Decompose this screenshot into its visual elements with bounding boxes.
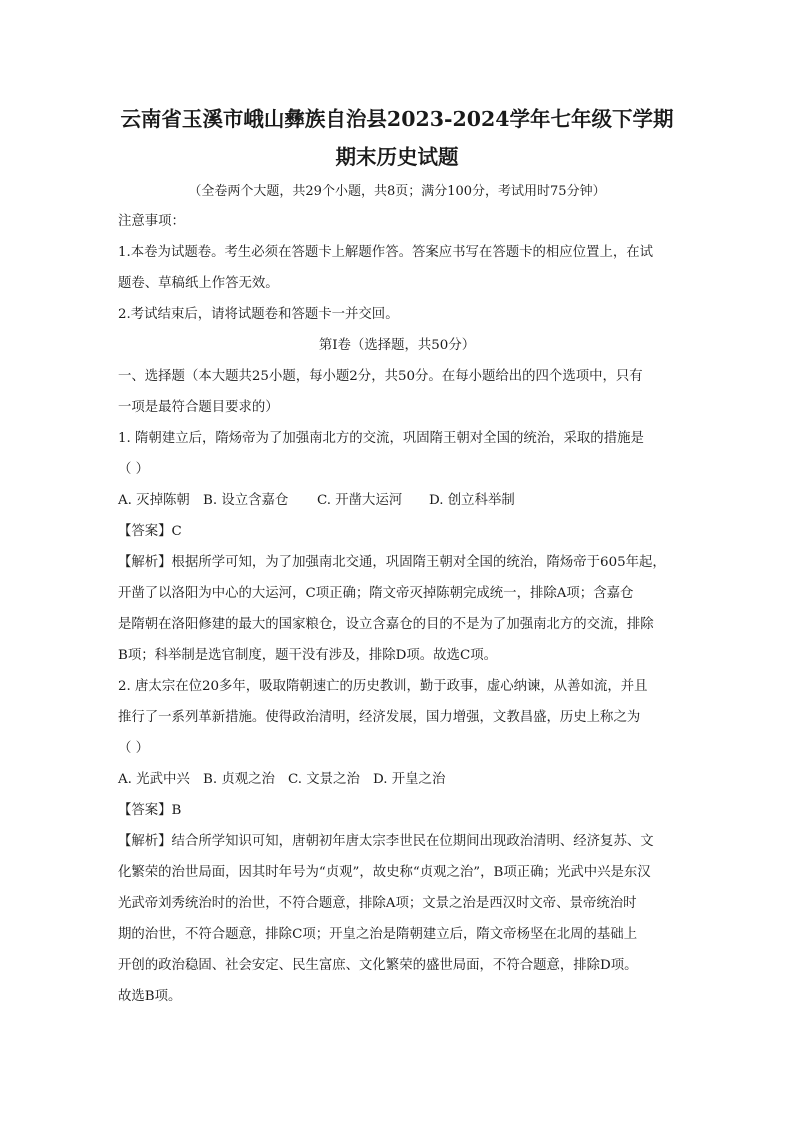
analysis-line: 期的治世，不符合题意，排除C项；开皇之治是隋朝建立后，隋文帝杨坚在北周的基础上	[118, 927, 638, 942]
exam-info: （全卷两个大题，共29个小题，共8页；满分100分，考试用时75分钟）	[188, 184, 606, 199]
question-options	[118, 764, 676, 795]
analysis-line: 开凿了以洛阳为中心的大运河，C项正确；隋文帝灭掉陈朝完成统一，排除A项；含嘉仓	[118, 586, 634, 601]
analysis-line: B项；科举制是选官制度，题干没有涉及，排除D项。故选C项。	[118, 648, 497, 663]
answer-label: 【答案】C	[118, 524, 182, 539]
option-d: D. 开皇之治	[373, 772, 446, 787]
option-a: A. 灭掉陈朝	[118, 493, 190, 508]
analysis-line: 【解析】根据所学可知，为了加强南北交通，巩固隋王朝对全国的统治，隋炀帝于605年起，	[118, 555, 666, 570]
analysis-line: 故选B项。	[118, 989, 182, 1004]
option-a: A. 光武中兴	[118, 772, 190, 787]
option-b: B. 贞观之治	[203, 772, 275, 787]
option-c: C. 开凿大运河	[317, 493, 403, 508]
title-line-1: 云南省玉溪市峨山彝族自治县2023-2024学年七年级下学期	[120, 107, 674, 131]
question-answer-blank: （ ）	[118, 462, 150, 477]
exam-page	[118, 100, 676, 1012]
notice-item-1-line-2: 题卷、草稿纸上作答无效。	[118, 276, 279, 291]
question-answer-blank: （ ）	[118, 741, 150, 756]
question-stem-line: 2. 唐太宗在位20多年，吸取隋朝速亡的历史教训，勤于政事，虚心纳谏，从善如流，并且	[118, 679, 648, 694]
question-2	[118, 671, 676, 1012]
section-intro-line-1: 一、选择题（本大题共25小题，每小题2分，共50分。在每小题给出的四个选项中，只有	[118, 369, 643, 384]
option-c: C. 文景之治	[288, 772, 360, 787]
option-d: D. 创立科举制	[429, 493, 515, 508]
title-line-2: 期末历史试题	[335, 145, 459, 169]
question-options	[118, 485, 676, 516]
part-title: 第Ⅰ卷（选择题，共50分）	[318, 338, 476, 353]
notice-item-2: 2.考试结束后，请将试题卷和答题卡一并交回。	[118, 307, 399, 322]
exam-title	[118, 100, 676, 176]
answer-label: 【答案】B	[118, 803, 182, 818]
option-b: B. 设立含嘉仓	[203, 493, 289, 508]
analysis-line: 光武帝刘秀统治时的治世，不符合题意，排除A项；文景之治是西汉时文帝、景帝统治时	[118, 896, 637, 911]
question-1	[118, 423, 676, 671]
analysis-line: 开创的政治稳固、社会安定、民生富庶、文化繁荣的盛世局面，不符合题意，排除D项。	[118, 958, 638, 973]
notice-heading: 注意事项：	[118, 214, 185, 229]
question-stem-line: 推行了一系列革新措施。使得政治清明，经济发展，国力增强，文教昌盛，历史上称之为	[118, 710, 641, 725]
question-stem-line: 1. 隋朝建立后，隋炀帝为了加强南北方的交流，巩固隋王朝对全国的统治，采取的措施是	[118, 431, 644, 446]
section-intro-line-2: 一项是最符合题目要求的）	[118, 400, 279, 415]
notice-item-1-line-1: 1.本卷为试题卷。考生必须在答题卡上解题作答。答案应书写在答题卡的相应位置上，在试	[118, 245, 654, 260]
analysis-line: 是隋朝在洛阳修建的最大的国家粮仓，设立含嘉仓的目的不是为了加强南北方的交流，排除	[118, 617, 654, 632]
analysis-line: 化繁荣的治世局面，因其时年号为“贞观”，故史称“贞观之治”，B项正确；光武中兴是东汉	[118, 865, 651, 880]
analysis-line: 【解析】结合所学知识可知，唐朝初年唐太宗李世民在位期间出现政治清明、经济复苏、文	[118, 834, 654, 849]
